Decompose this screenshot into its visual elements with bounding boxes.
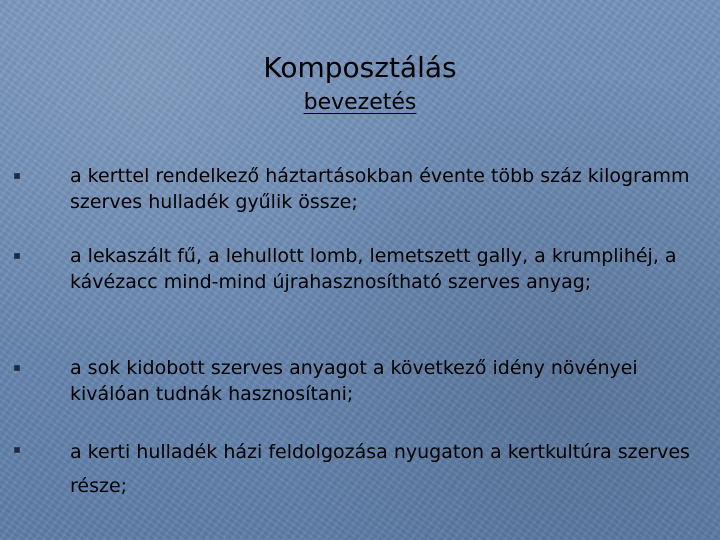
square-bullet-icon <box>14 447 20 453</box>
square-bullet-icon <box>14 365 20 371</box>
square-bullet-icon <box>14 253 20 259</box>
slide-subtitle-text: bevezetés <box>303 90 417 115</box>
bullet-text: a kerti hulladék házi feldolgozása nyugaton a kertkultúra szerves része; <box>70 441 690 497</box>
square-bullet-icon <box>14 173 20 179</box>
bullet-text: a sok kidobott szerves anyagot a következő idény növényei kiválóan tudnák hasznosítani; <box>70 357 638 405</box>
bullet-text: a kerttel rendelkező háztartásokban évente több száz kilogramm szerves hulladék gyűlik össze; <box>70 165 690 213</box>
bullet-text: a lekaszált fű, a lehullott lomb, lemetszett gally, a krumplihéj, a kávézacc mind-mind újrahasznosítható szerves anyag; <box>70 245 677 293</box>
bullet-item <box>70 435 690 503</box>
slide-title: Komposztálás <box>263 51 457 84</box>
bullet-item <box>70 243 690 295</box>
bullet-item <box>70 163 690 215</box>
bullet-item <box>70 355 690 407</box>
